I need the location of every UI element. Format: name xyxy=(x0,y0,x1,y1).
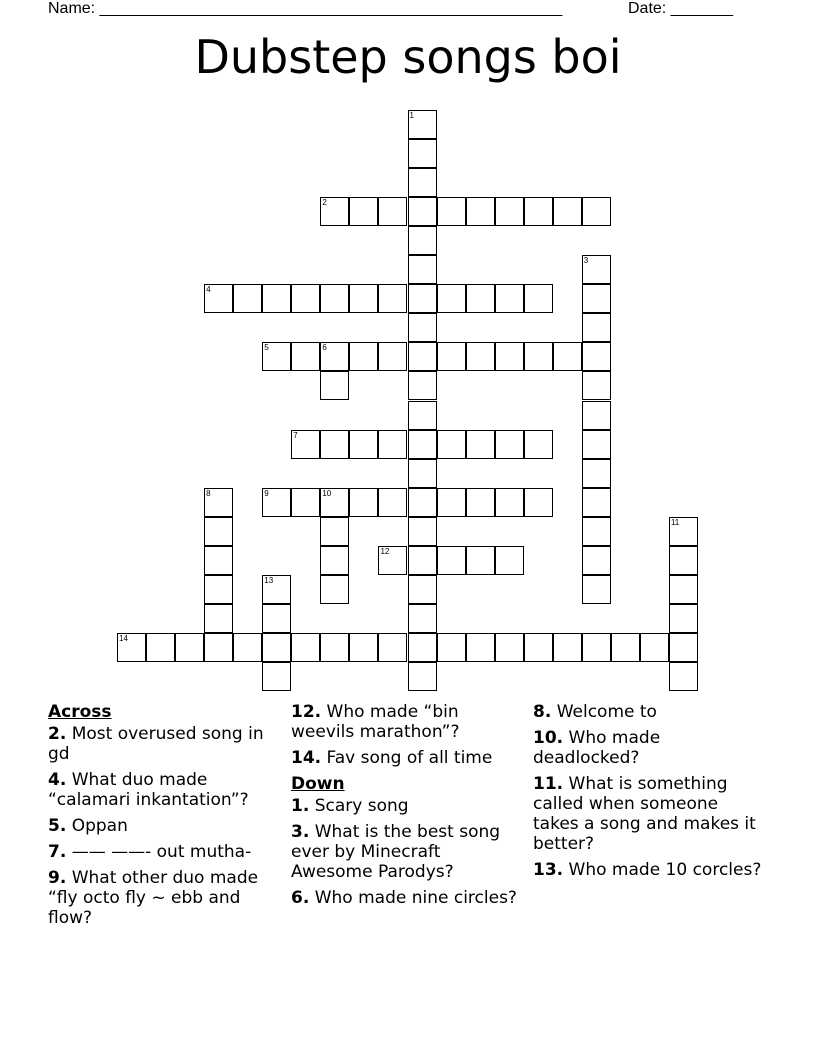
crossword-cell[interactable] xyxy=(204,546,233,575)
crossword-cell[interactable] xyxy=(582,517,611,546)
crossword-cell[interactable] xyxy=(437,633,466,662)
clue-number: 11. xyxy=(533,774,564,794)
crossword-cell[interactable] xyxy=(466,488,495,517)
clue-down-13 xyxy=(533,860,765,880)
crossword-cell[interactable] xyxy=(320,371,349,400)
crossword-cell[interactable] xyxy=(378,633,407,662)
crossword-cell[interactable] xyxy=(262,604,291,633)
crossword-cell[interactable] xyxy=(408,371,437,400)
crossword-cell[interactable] xyxy=(524,284,553,313)
clue-number-label: 7 xyxy=(293,430,298,440)
crossword-cell[interactable] xyxy=(466,284,495,313)
crossword-cell[interactable] xyxy=(320,488,349,517)
crossword-cell[interactable] xyxy=(466,342,495,371)
crossword-cell[interactable] xyxy=(378,546,407,575)
clue-text: Welcome to xyxy=(556,702,657,722)
clue-number-label: 5 xyxy=(264,343,269,353)
crossword-cell[interactable] xyxy=(408,197,437,226)
clue-text: What other duo made “fly octo fly ~ ebb and flow? xyxy=(48,868,259,928)
clue-number-label: 3 xyxy=(583,256,589,266)
clue-across-4 xyxy=(48,770,280,810)
crossword-cell[interactable] xyxy=(408,226,437,255)
clue-down-6 xyxy=(291,888,523,908)
crossword-cell[interactable] xyxy=(378,430,407,459)
crossword-cell[interactable] xyxy=(437,546,466,575)
crossword-cell[interactable] xyxy=(262,575,291,604)
crossword-cell[interactable] xyxy=(582,575,611,604)
crossword-cell[interactable] xyxy=(408,575,437,604)
clue-number: 3. xyxy=(291,822,310,842)
clue-number: 5. xyxy=(48,816,67,836)
crossword-cell[interactable] xyxy=(204,633,233,662)
crossword-cell[interactable] xyxy=(233,284,262,313)
crossword-cell[interactable] xyxy=(582,430,611,459)
clue-text: Who made “bin weevils marathon”? xyxy=(291,702,460,742)
crossword-cell[interactable] xyxy=(524,488,553,517)
clue-number: 12. xyxy=(291,702,322,722)
date-line: Date: _______ xyxy=(628,0,733,17)
clue-text: Who made 10 corcles? xyxy=(568,860,762,880)
clue-number: 10. xyxy=(533,728,564,748)
crossword-cell[interactable] xyxy=(495,342,524,371)
crossword-cell[interactable] xyxy=(408,313,437,342)
crossword-cell[interactable] xyxy=(408,546,437,575)
crossword-cell[interactable] xyxy=(582,284,611,313)
crossword-cell[interactable] xyxy=(408,633,437,662)
crossword-cell[interactable] xyxy=(349,633,378,662)
crossword-cell[interactable] xyxy=(204,488,233,517)
clue-text: What is something called when someone takes a song and makes it better? xyxy=(533,774,756,854)
crossword-cell[interactable] xyxy=(437,197,466,226)
crossword-cell[interactable] xyxy=(349,284,378,313)
clue-down-8 xyxy=(533,702,765,722)
clue-text: —— ——- out mutha- xyxy=(71,842,252,862)
crossword-cell[interactable] xyxy=(408,342,437,371)
clue-number-label: 11 xyxy=(670,517,680,527)
crossword-cell[interactable] xyxy=(408,255,437,284)
crossword-cell[interactable] xyxy=(669,604,698,633)
crossword-cell[interactable] xyxy=(495,488,524,517)
clues-column-3 xyxy=(533,702,765,886)
clue-number-label: 14 xyxy=(119,633,128,643)
down-heading: Down xyxy=(291,774,345,794)
crossword-cell[interactable] xyxy=(669,662,698,691)
crossword-cell[interactable] xyxy=(408,459,437,488)
crossword-cell[interactable] xyxy=(378,284,407,313)
clue-number-label: 12 xyxy=(380,546,390,556)
crossword-cell[interactable] xyxy=(582,342,611,371)
crossword-cell[interactable] xyxy=(320,197,349,226)
crossword-cell[interactable] xyxy=(669,575,698,604)
crossword-cell[interactable] xyxy=(378,197,407,226)
crossword-cell[interactable] xyxy=(466,430,495,459)
clue-across-7 xyxy=(48,842,280,862)
crossword-cell[interactable] xyxy=(291,488,320,517)
crossword-cell[interactable] xyxy=(204,517,233,546)
clue-number-label: 10 xyxy=(322,488,332,498)
crossword-cell[interactable] xyxy=(582,401,611,430)
clue-across-14 xyxy=(291,748,523,768)
clue-number-label: 4 xyxy=(206,285,211,295)
crossword-cell[interactable] xyxy=(408,430,437,459)
crossword-cell[interactable] xyxy=(291,342,320,371)
clue-text: Who made nine circles? xyxy=(314,888,517,908)
crossword-cell[interactable] xyxy=(291,430,320,459)
crossword-cell[interactable] xyxy=(262,342,291,371)
across-heading: Across xyxy=(48,702,112,722)
crossword-cell[interactable] xyxy=(349,197,378,226)
crossword-cell[interactable] xyxy=(466,546,495,575)
crossword-cell[interactable] xyxy=(408,168,437,197)
crossword-cell[interactable] xyxy=(408,284,437,313)
crossword-cell[interactable] xyxy=(495,633,524,662)
crossword-cell[interactable] xyxy=(320,633,349,662)
crossword-cell[interactable] xyxy=(262,284,291,313)
crossword-cell[interactable] xyxy=(582,459,611,488)
crossword-cell[interactable] xyxy=(495,197,524,226)
crossword-cell[interactable] xyxy=(437,488,466,517)
crossword-cell[interactable] xyxy=(437,284,466,313)
crossword-cell[interactable] xyxy=(320,284,349,313)
crossword-cell[interactable] xyxy=(378,488,407,517)
crossword-cell[interactable] xyxy=(466,197,495,226)
crossword-cell[interactable] xyxy=(553,342,582,371)
crossword-cell[interactable] xyxy=(582,371,611,400)
crossword-cell[interactable] xyxy=(204,575,233,604)
clue-text: Fav song of all time xyxy=(326,748,493,768)
clue-down-11 xyxy=(533,774,765,854)
crossword-cell[interactable] xyxy=(669,517,698,546)
clue-down-1 xyxy=(291,796,523,816)
clue-across-5 xyxy=(48,816,280,836)
crossword-cell[interactable] xyxy=(378,342,407,371)
crossword-cell[interactable] xyxy=(320,342,349,371)
crossword-cell[interactable] xyxy=(204,284,233,313)
crossword-cell[interactable] xyxy=(262,633,291,662)
clue-text: What duo made “calamari inkantation”? xyxy=(48,770,249,810)
crossword-cell[interactable] xyxy=(408,662,437,691)
clue-across-2 xyxy=(48,724,280,764)
clues-column-2 xyxy=(291,702,523,914)
crossword-cell[interactable] xyxy=(437,430,466,459)
clue-number: 7. xyxy=(48,842,67,862)
crossword-cell[interactable] xyxy=(146,633,175,662)
clue-number: 9. xyxy=(48,868,67,888)
clue-down-3 xyxy=(291,822,523,882)
clue-number-label: 1 xyxy=(409,111,414,120)
clue-down-10 xyxy=(533,728,765,768)
crossword-cell[interactable] xyxy=(291,633,320,662)
crossword-cell[interactable] xyxy=(262,662,291,691)
crossword-cell[interactable] xyxy=(553,197,582,226)
crossword-cell[interactable] xyxy=(408,401,437,430)
crossword-cell[interactable] xyxy=(466,633,495,662)
name-line: Name: ____________________________________________________ xyxy=(48,0,563,17)
crossword-cell[interactable] xyxy=(582,633,611,662)
crossword-cell[interactable] xyxy=(408,110,437,139)
crossword-cell[interactable] xyxy=(582,488,611,517)
clue-text: Most overused song in gd xyxy=(48,724,264,764)
crossword-cell[interactable] xyxy=(320,517,349,546)
crossword-cell[interactable] xyxy=(524,430,553,459)
crossword-cell[interactable] xyxy=(437,342,466,371)
crossword-cell[interactable] xyxy=(524,633,553,662)
crossword-cell[interactable] xyxy=(495,284,524,313)
crossword-cell[interactable] xyxy=(349,430,378,459)
crossword-cell[interactable] xyxy=(233,633,262,662)
clue-number-label: 2 xyxy=(322,198,327,208)
crossword-cell[interactable] xyxy=(582,255,611,284)
clue-across-12 xyxy=(291,702,523,742)
crossword-cell[interactable] xyxy=(408,604,437,633)
crossword-cell[interactable] xyxy=(204,604,233,633)
clue-number-label: 6 xyxy=(322,343,327,353)
crossword-cell[interactable] xyxy=(320,546,349,575)
clue-text: What is the best song ever by Minecraft Awesome Parodys? xyxy=(291,822,501,882)
crossword-cell[interactable] xyxy=(320,430,349,459)
page-title: Dubstep songs boi xyxy=(194,30,622,84)
crossword-cell[interactable] xyxy=(349,342,378,371)
clue-number-label: 13 xyxy=(264,575,274,585)
clue-number: 2. xyxy=(48,724,67,744)
crossword-cell[interactable] xyxy=(117,633,146,662)
clue-number-label: 8 xyxy=(206,488,211,498)
clue-text: Oppan xyxy=(71,816,128,836)
crossword-cell[interactable] xyxy=(524,342,553,371)
crossword-cell[interactable] xyxy=(669,633,698,662)
crossword-cell[interactable] xyxy=(320,575,349,604)
crossword-cell[interactable] xyxy=(495,430,524,459)
crossword-cell[interactable] xyxy=(495,546,524,575)
clue-number: 8. xyxy=(533,702,552,722)
clue-number: 1. xyxy=(291,796,310,816)
crossword-cell[interactable] xyxy=(582,546,611,575)
crossword-cell[interactable] xyxy=(669,546,698,575)
crossword-cell[interactable] xyxy=(553,633,582,662)
crossword-cell[interactable] xyxy=(524,197,553,226)
crossword-cell[interactable] xyxy=(291,284,320,313)
clues-column-1 xyxy=(48,702,280,934)
clue-text: Scary song xyxy=(314,796,409,816)
clue-across-9 xyxy=(48,868,280,928)
crossword-cell[interactable] xyxy=(611,633,640,662)
crossword-cell[interactable] xyxy=(582,313,611,342)
clue-number: 6. xyxy=(291,888,310,908)
clue-number-label: 9 xyxy=(264,488,269,498)
crossword-cell[interactable] xyxy=(349,488,378,517)
crossword-cell[interactable] xyxy=(175,633,204,662)
clue-number: 4. xyxy=(48,770,67,790)
crossword-cell[interactable] xyxy=(408,139,437,168)
clue-text: Who made deadlocked? xyxy=(533,728,661,768)
crossword-cell[interactable] xyxy=(408,488,437,517)
crossword-cell[interactable] xyxy=(408,517,437,546)
clue-number: 13. xyxy=(533,860,564,880)
crossword-cell[interactable] xyxy=(262,488,291,517)
crossword-cell[interactable] xyxy=(640,633,669,662)
crossword-cell[interactable] xyxy=(582,197,611,226)
clue-number: 14. xyxy=(291,748,322,768)
